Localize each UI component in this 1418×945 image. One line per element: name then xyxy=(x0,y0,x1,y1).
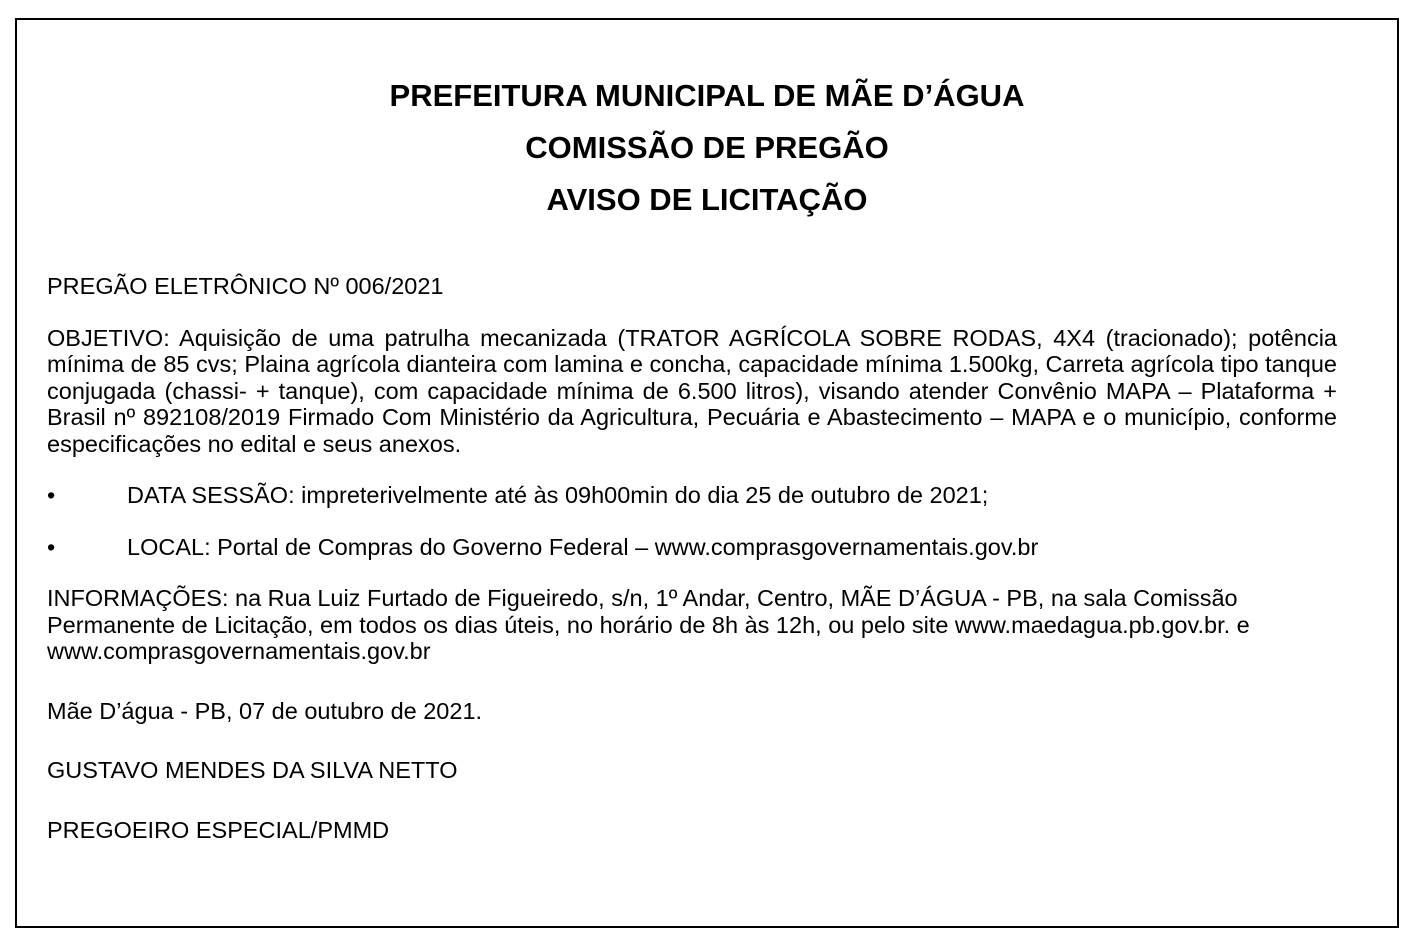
notice-header xyxy=(17,70,1397,226)
place-date: Mãe D’água - PB, 07 de outubro de 2021. xyxy=(47,697,483,724)
notice-title: AVISO DE LICITAÇÃO xyxy=(546,182,868,217)
signatory-role: PREGOEIRO ESPECIAL/PMMD xyxy=(47,816,390,843)
municipality-title: PREFEITURA MUNICIPAL DE MÃE D’ÁGUA xyxy=(389,78,1025,113)
notice-body xyxy=(47,273,1337,843)
pregao-number: PREGÃO ELETRÔNICO Nº 006/2021 xyxy=(47,273,444,299)
data-sessao-text: DATA SESSÃO: impreterivelmente até às 09h00min do dia 25 de outubro de 2021; xyxy=(127,482,989,508)
signatory-name: GUSTAVO MENDES DA SILVA NETTO xyxy=(47,757,458,783)
local-text: LOCAL: Portal de Compras do Governo Federal – www.comprasgovernamentais.gov.br xyxy=(127,533,1039,560)
commission-title: COMISSÃO DE PREGÃO xyxy=(525,130,889,165)
bullet-local xyxy=(47,534,1337,561)
bullet-data-sessao xyxy=(47,482,1337,509)
bullet-icon: • xyxy=(47,482,56,508)
bullet-icon: • xyxy=(47,533,56,560)
informacoes-paragraph: INFORMAÇÕES: na Rua Luiz Furtado de Figueiredo, s/n, 1º Andar, Centro, MÃE D’ÁGUA - PB, na sala Comissão Permanente de Licitação, em todos os dias úteis, no horário de 8h às 12h, ou pelo site www.maedagua.pb.gov.br. e www.comprasgovernamentais.gov.br xyxy=(47,585,1250,664)
objetivo-paragraph: OBJETIVO: Aquisição de uma patrulha mecanizada (TRATOR AGRÍCOLA SOBRE RODAS, 4X4 (tracionado); potência mínima de 85 cvs; Plaina agrícola dianteira com lamina e concha, capacidade mínima 1.500kg, Carreta agrícola tipo tanque conjugada (chassi- + tanque), com capacidade mínima de 6.500 litros), visando atender Convênio MAPA – Plataforma + Brasil nº 892108/2019 Firmado Com Ministério da Agricultura, Pecuária e Abastecimento – MAPA e o município, conforme especificações no edital e seus anexos. xyxy=(47,324,1337,457)
